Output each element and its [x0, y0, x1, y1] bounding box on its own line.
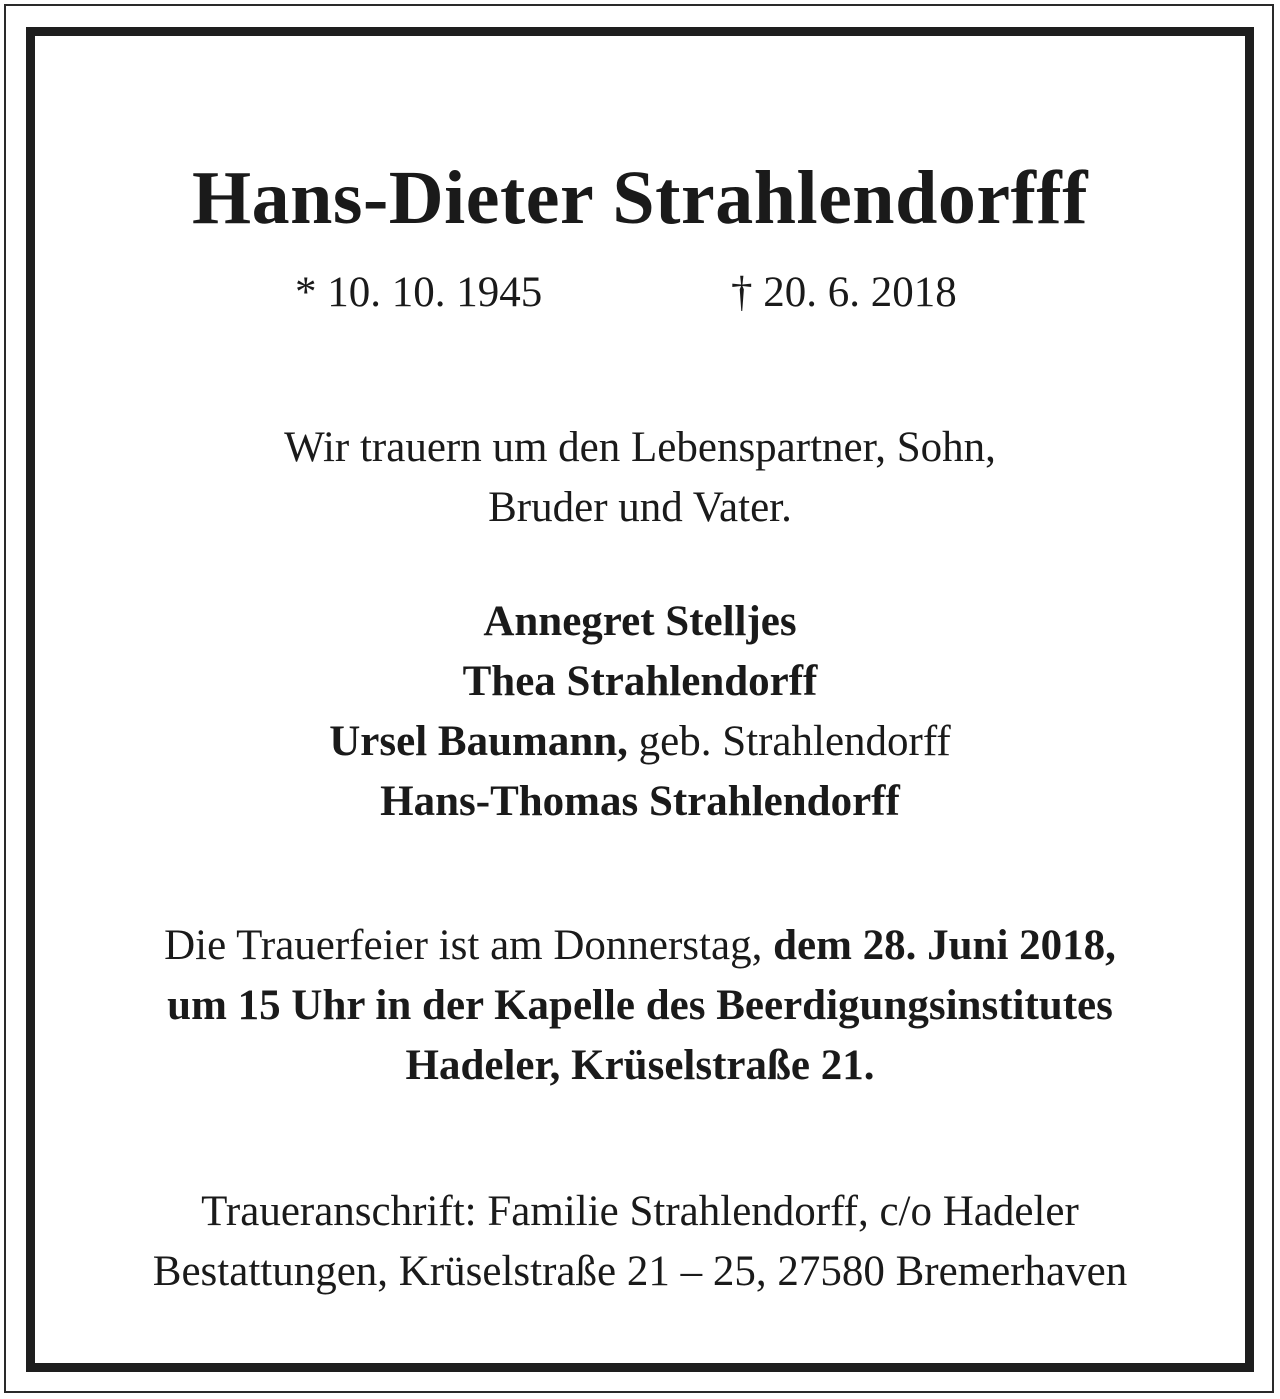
birth-date: * 10. 10. 1945 — [295, 269, 543, 316]
ceremony-line: Hadeler, Krüselstraße 21. — [405, 1042, 875, 1089]
deceased-name: Hans-Dieter Strahlendorfff — [191, 156, 1089, 240]
mourner-name: Annegret Stelljes — [483, 598, 797, 645]
mourner-name: Ursel Baumann, geb. Strahlendorff — [329, 718, 951, 765]
mourning-address — [0, 1182, 1280, 1302]
mourner-name: Thea Strahlendorff — [462, 658, 818, 705]
mourner-birth-name: geb. Strahlendorff — [627, 718, 951, 765]
mourning-text — [0, 418, 1280, 538]
mourning-line: Bruder und Vater. — [488, 484, 792, 531]
ceremony-info — [0, 916, 1280, 1096]
ceremony-line: Die Trauerfeier ist am Donnerstag, dem 28. Juni 2018, — [164, 922, 1116, 969]
mourning-line: Wir trauern um den Lebenspartner, Sohn, — [284, 424, 996, 471]
address-line: Traueranschrift: Familie Strahlendorff, c/o Hadeler — [201, 1188, 1079, 1235]
death-date: † 20. 6. 2018 — [731, 269, 957, 316]
ceremony-line: um 15 Uhr in der Kapelle des Beerdigungsinstitutes — [167, 982, 1113, 1029]
mourner-name: Hans-Thomas Strahlendorff — [380, 778, 900, 825]
address-line: Bestattungen, Krüselstraße 21 – 25, 27580 Bremerhaven — [152, 1248, 1128, 1295]
mourners-list — [0, 592, 1280, 832]
